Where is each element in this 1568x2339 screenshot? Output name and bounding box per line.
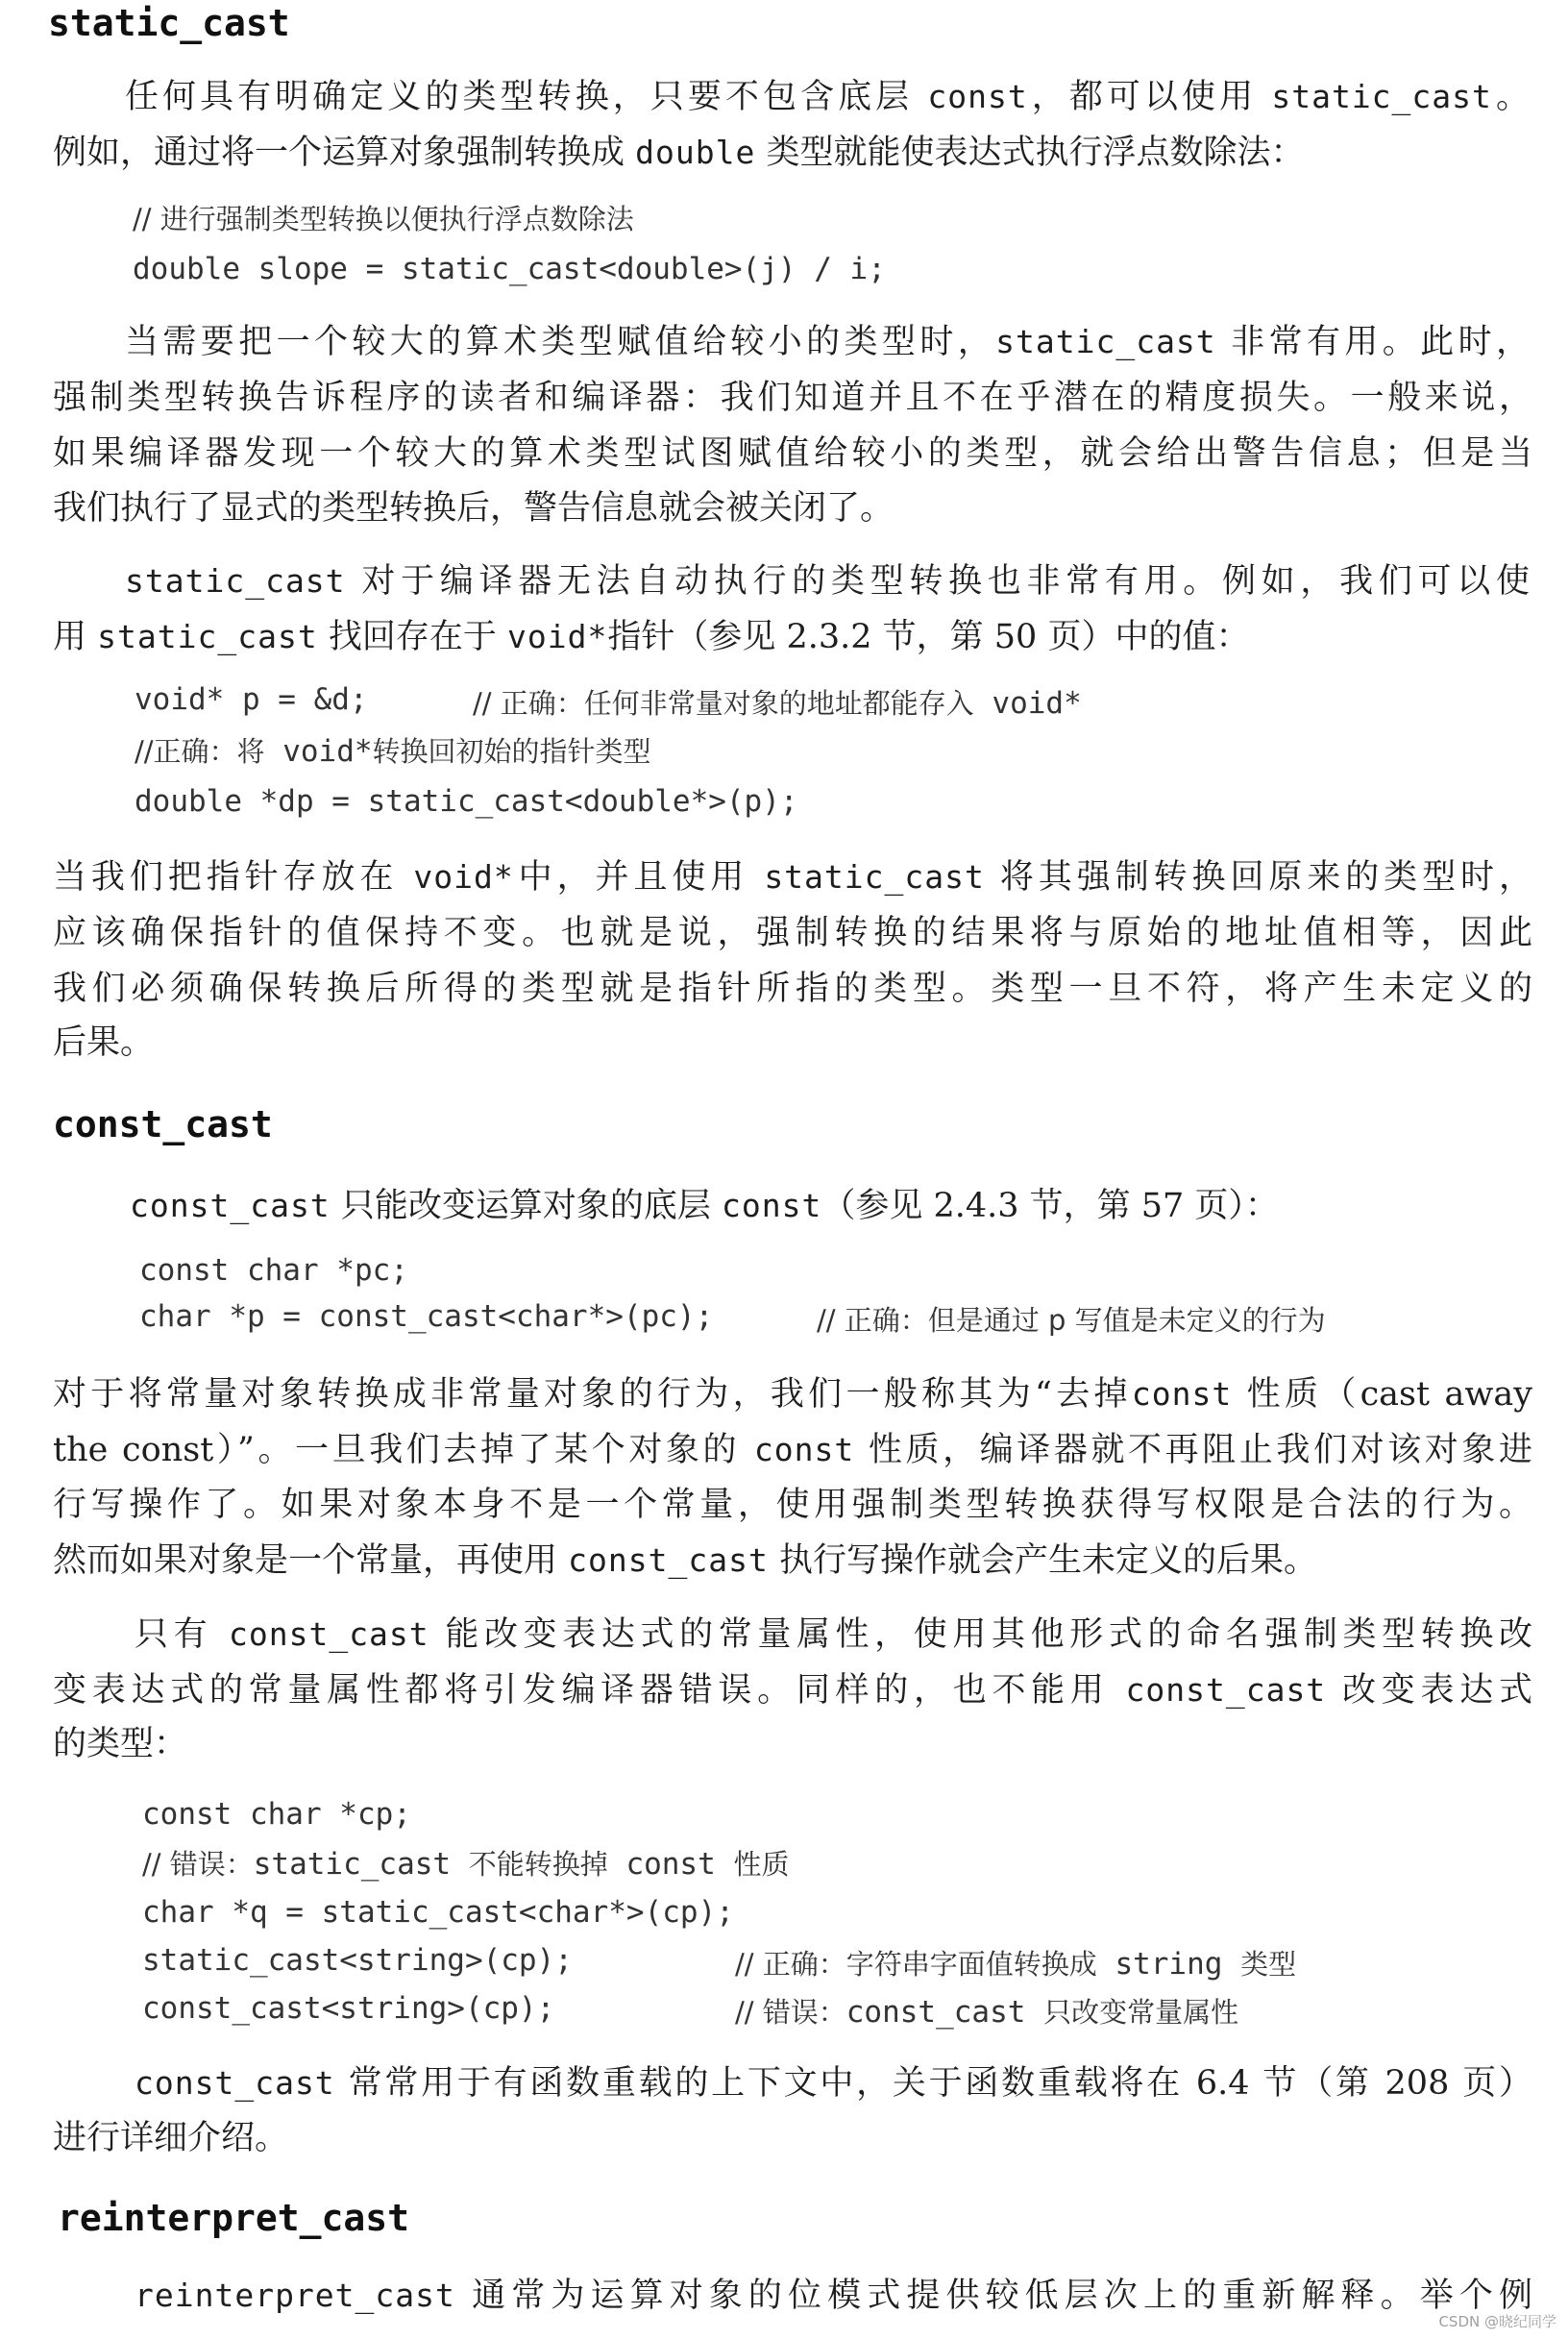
code-line: const char *cp; [142, 1797, 411, 1832]
paragraph-line: 我们必须确保转换后所得的类型就是指针所指的类型。类型一旦不符，将产生未定义的 [53, 970, 1532, 1008]
paragraph-line: 例如，通过将一个运算对象强制转换成 double 类型就能使表达式执行浮点数除法： [53, 134, 1305, 172]
paragraph-line: 我们执行了显式的类型转换后，警告信息就会被关闭了。 [53, 489, 894, 528]
paragraph-line: reinterpret_cast 通常为运算对象的位模式提供较低层次上的重新解释。举个例 [135, 2277, 1532, 2315]
paragraph-line: 当需要把一个较大的算术类型赋值给较小的类型时，static_cast 非常有用。此时， [125, 323, 1530, 361]
paragraph-line: 强制类型转换告诉程序的读者和编译器：我们知道并且不在乎潜在的精度损失。一般来说， [53, 379, 1532, 417]
code-comment: // 错误：const_cast 只改变常量属性 [735, 1995, 1239, 2030]
paragraph-line: static_cast 对于编译器无法自动执行的类型转换也非常有用。例如，我们可以使 [125, 562, 1530, 601]
paragraph-line: const_cast 只能改变运算对象的底层 const（参见 2.4.3 节，第 57 页）： [130, 1187, 1279, 1225]
paragraph-line: const_cast 常常用于有函数重载的上下文中，关于函数重载将在 6.4 节（第 208 页） [135, 2064, 1532, 2103]
paragraph-line: 如果编译器发现一个较大的算术类型试图赋值给较小的类型，就会给出警告信息；但是当 [53, 434, 1532, 473]
paragraph-line: 任何具有明确定义的类型转换，只要不包含底层 const，都可以使用 static_cast。 [125, 78, 1530, 116]
code-comment: // 正确：任何非常量对象的地址都能存入 void* [473, 686, 1082, 721]
heading-static-cast: static_cast [48, 2, 290, 44]
code-line: double slope = static_cast<double>(j) / i; [133, 252, 886, 286]
paragraph-line: 后果。 [53, 1023, 155, 1062]
code-comment: //正确：将 void*转换回初始的指针类型 [135, 734, 651, 769]
paragraph-line: 的类型： [53, 1725, 188, 1763]
paragraph-line: 只有 const_cast 能改变表达式的常量属性，使用其他形式的命名强制类型转换改 [135, 1615, 1532, 1654]
code-line: char *p = const_cast<char*>(pc); [139, 1299, 714, 1334]
code-line: void* p = &d; [135, 682, 368, 717]
code-comment: // 错误：static_cast 不能转换掉 const 性质 [142, 1847, 790, 1882]
watermark: CSDN @晓纪同学 [1438, 2313, 1556, 2330]
paragraph-line: the const）”。一旦我们去掉了某个对象的 const 性质，编译器就不再阻止我们对该对象进 [53, 1431, 1532, 1469]
paragraph-line: 行写操作了。如果对象本身不是一个常量，使用强制类型转换获得写权限是合法的行为。 [53, 1486, 1532, 1524]
code-comment: // 进行强制类型转换以便执行浮点数除法 [133, 203, 634, 235]
heading-reinterpret-cast: reinterpret_cast [58, 2197, 410, 2239]
code-line: const char *pc; [139, 1253, 408, 1288]
paragraph-line: 然而如果对象是一个常量，再使用 const_cast 执行写操作就会产生未定义的后果。 [53, 1541, 1317, 1580]
heading-const-cast: const_cast [53, 1103, 273, 1145]
code-comment: // 正确：字符串字面值转换成 string 类型 [735, 1947, 1297, 1982]
code-line: static_cast<string>(cp); [142, 1943, 573, 1978]
paragraph-line: 应该确保指针的值保持不变。也就是说，强制转换的结果将与原始的地址值相等，因此 [53, 914, 1532, 952]
paragraph-line: 对于将常量对象转换成非常量对象的行为，我们一般称其为“去掉const 性质（cast away [53, 1375, 1532, 1414]
code-comment: // 正确：但是通过 p 写值是未定义的行为 [817, 1304, 1326, 1337]
code-line: char *q = static_cast<char*>(cp); [142, 1895, 734, 1930]
paragraph-line: 当我们把指针存放在 void*中，并且使用 static_cast 将其强制转换回原来的类型时， [53, 858, 1532, 897]
paragraph-line: 用 static_cast 找回存在于 void*指针（参见 2.3.2 节，第 50 页）中的值： [53, 618, 1250, 656]
paragraph-line: 变表达式的常量属性都将引发编译器错误。同样的，也不能用 const_cast 改变表达式 [53, 1671, 1532, 1710]
paragraph-line: 进行详细介绍。 [53, 2119, 289, 2157]
code-line: const_cast<string>(cp); [142, 1991, 555, 2026]
code-line: double *dp = static_cast<double*>(p); [135, 784, 798, 819]
